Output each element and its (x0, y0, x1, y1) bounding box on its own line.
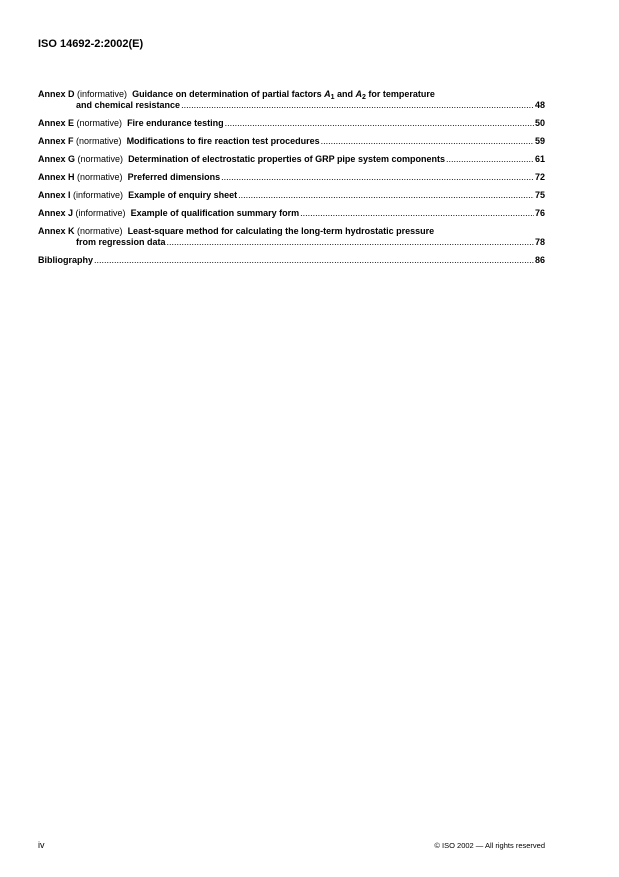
leader-dots (225, 118, 534, 129)
toc-entry-annex-d[interactable] (38, 89, 545, 111)
toc-entry-bibliography[interactable] (38, 255, 545, 266)
leader-dots (238, 190, 534, 201)
toc-label: Annex H (38, 172, 75, 182)
toc-entry-annex-h[interactable] (38, 172, 545, 183)
toc-title-continued: from regression data (76, 237, 166, 247)
toc-label: Annex E (38, 118, 75, 128)
toc-entry-annex-j[interactable] (38, 208, 545, 219)
leader-dots (300, 208, 534, 219)
toc-page: 48 (534, 100, 545, 110)
copyright-notice: © ISO 2002 — All rights reserved (434, 841, 545, 850)
toc-label: Annex F (38, 136, 74, 146)
toc-title: Example of enquiry sheet (128, 190, 238, 200)
document-header: ISO 14692-2:2002(E) (38, 38, 144, 50)
toc-label: Annex I (38, 190, 71, 200)
toc-kind: (normative) (77, 172, 123, 182)
toc-entry-annex-g[interactable] (38, 154, 545, 165)
toc-entry-annex-e[interactable] (38, 118, 545, 129)
toc-title: Example of qualification summary form (130, 208, 300, 218)
toc-page: 72 (534, 172, 545, 182)
toc-label: Annex K (38, 226, 75, 236)
toc-page: 61 (534, 154, 545, 164)
toc-entry-annex-k[interactable] (38, 226, 545, 248)
toc-kind: (normative) (77, 154, 124, 164)
toc-entry-annex-f[interactable] (38, 136, 545, 147)
toc-kind: (informative) (77, 89, 128, 99)
toc-kind: (informative) (73, 190, 124, 200)
leader-dots (321, 136, 534, 147)
toc-title-continued: and chemical resistance (76, 100, 181, 110)
toc-label: Annex D (38, 89, 75, 99)
toc-page: 50 (534, 118, 545, 128)
table-of-contents (38, 89, 545, 273)
toc-label: Annex J (38, 208, 74, 218)
toc-kind: (normative) (77, 226, 123, 236)
toc-label: Annex G (38, 154, 76, 164)
toc-page: 75 (534, 190, 545, 200)
toc-title: Modifications to fire reaction test procedures (126, 136, 320, 146)
toc-title: Preferred dimensions (127, 172, 221, 182)
toc-entry-annex-i[interactable] (38, 190, 545, 201)
toc-title: Guidance on determination of partial factors $A_1$ and $A_2$ for temperature (132, 89, 435, 101)
toc-title: Determination of electrostatic properties of GRP pipe system components (128, 154, 445, 164)
toc-title: Fire endurance testing (127, 118, 224, 128)
page-number: iv (38, 840, 45, 850)
leader-dots (446, 154, 534, 165)
leader-dots (94, 255, 534, 266)
toc-page: 76 (534, 208, 545, 218)
leader-dots (181, 100, 534, 111)
toc-title: Least-square method for calculating the long-term hydrostatic pressure (127, 226, 435, 236)
toc-kind: (normative) (76, 136, 122, 146)
leader-dots (167, 237, 534, 248)
toc-page: 86 (534, 255, 545, 265)
toc-page: 78 (534, 237, 545, 247)
toc-kind: (normative) (76, 118, 123, 128)
toc-kind: (informative) (75, 208, 126, 218)
leader-dots (221, 172, 534, 183)
toc-label: Bibliography (38, 255, 94, 265)
toc-page: 59 (534, 136, 545, 146)
